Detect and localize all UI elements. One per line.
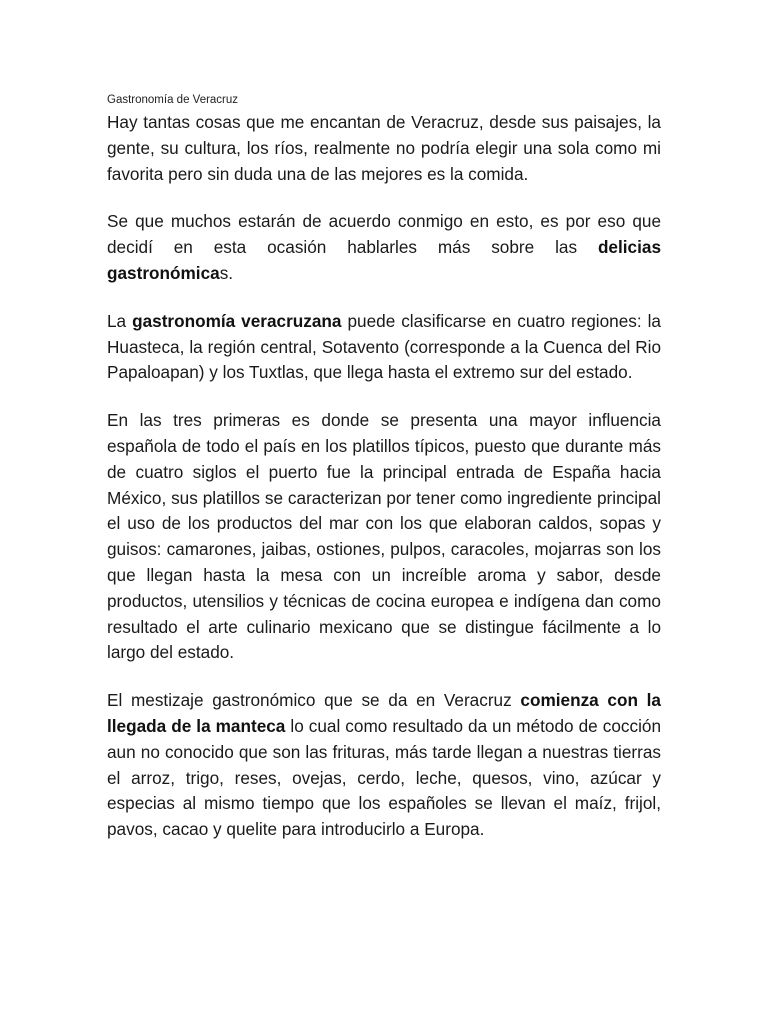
document-title: Gastronomía de Veracruz [107,94,239,106]
paragraph-text: Hay tantas cosas que me encantan de Veracruz, desde sus paisajes, la gente, su cultura, los ríos, realmente no podría elegir una sola como mi favorita pero sin duda una de las mejores es la comida. [107,112,661,184]
paragraph-influencia [107,408,661,666]
paragraph-intro [107,110,661,187]
document-page [107,92,661,865]
paragraph-text: s. [219,262,234,283]
paragraph-delicias [107,209,661,286]
paragraph-mestizaje [107,688,661,843]
paragraph-text: En las tres primeras es donde se presenta una mayor influencia española de todo el país en los platillos típicos, puesto que durante más de cuatro siglos el puerto fue la principal entrada de España hacia México, sus platillos se caracterizan por tener como ingrediente principal el uso de los productos del mar con los que elaboran caldos, sopas y guisos: camarones, jaibas, ostiones, pulpos, caracoles, mojarras son los que llegan hasta la mesa con un increíble aroma y sabor, desde productos, utensilios y técnicas de cocina europea e indígena dan como resultado el arte culinario mexicano que se distingue fácilmente a lo largo del estado. [107,410,661,663]
bold-phrase: comienza con la llegada de la manteca [107,690,661,736]
bold-phrase: gastronomía veracruzana [132,310,342,331]
bold-phrase: delicias gastronómica [107,237,661,283]
paragraph-text: lo cual como resultado da un método de cocción aun no conocido que son las frituras, más tarde llegan a nuestras tierras el arroz, trigo, reses, ovejas, cerdo, leche, quesos, vino, azúcar y especias al mismo tiempo que los españoles se llevan el maíz, frijol, pavos, cacao y quelite para introducirlo a Europa. [107,715,662,840]
paragraph-text: puede clasificarse en cuatro regiones: la Huasteca, la región central, Sotavento (corresponde a la Cuenca del Rio Papaloapan) y los Tuxtlas, que llega hasta el extremo sur del estado. [107,310,661,383]
paragraph-text: El mestizaje gastronómico que se da en Veracruz [107,690,521,711]
paragraph-text: Se que muchos estarán de acuerdo conmigo en esto, es por eso que decidí en esta ocasión hablarles más sobre las [107,211,661,258]
paragraph-regiones [107,309,661,386]
paragraph-text: La [107,310,133,331]
